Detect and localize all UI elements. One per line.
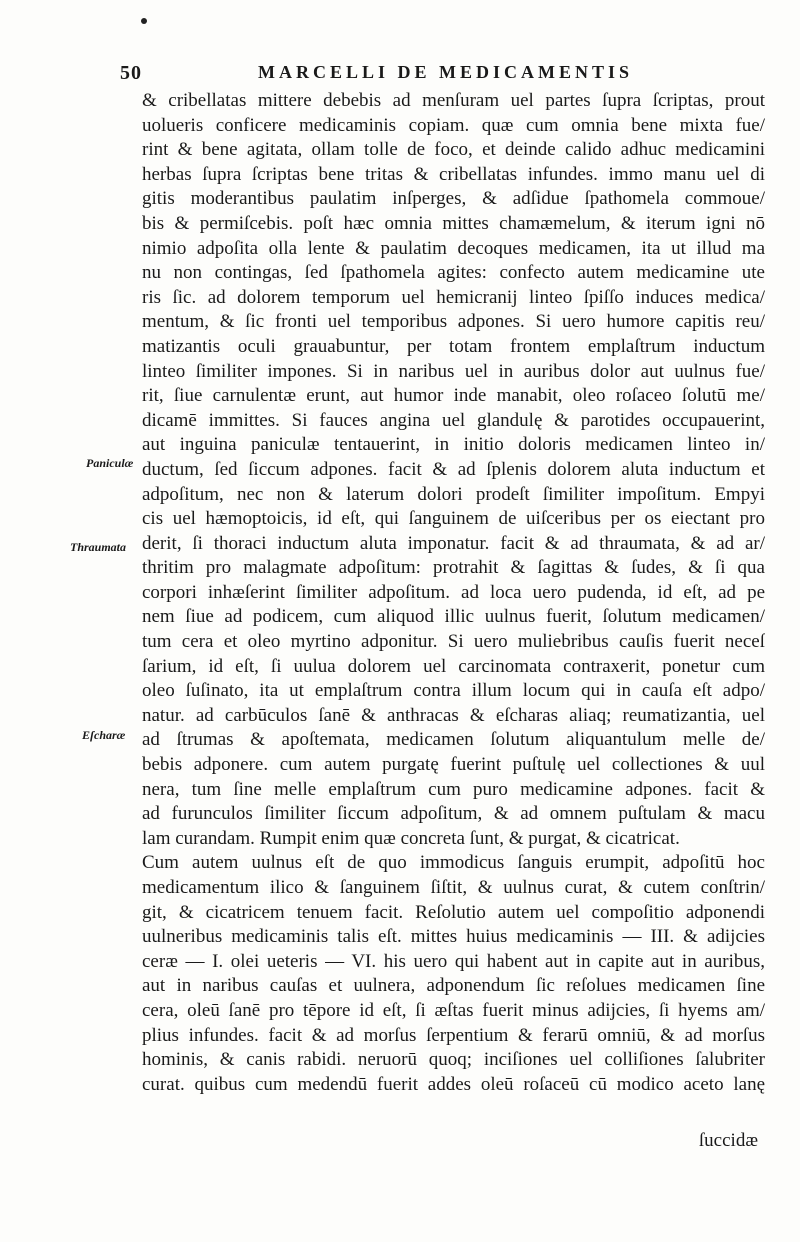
text-line: rit, ſiue carnulentæ erunt, aut humor inde manabit, oleo roſaceo ſolutū me/ [142,385,765,407]
text-line: ſarium, id eſt, ſi uulua dolorem uel carcinomata contraxerit, ponetur cum [142,655,765,677]
text-line: uulneribus medicaminis talis eſt. mittes huius medicaminis — III. & adijcies [142,926,765,948]
running-head: MARCELLI DE MEDICAMENTIS [258,62,634,82]
text-line: medicamentum ilico & ſanguinem ſiſtit, & uulnus curat, & cutem conſtrin/ [142,877,765,898]
text-line: ad furunculos ſimiliter ſiccum adpoſitum, & ad omnem puſtulam & macu [142,803,765,825]
text-line: nimio adpoſita olla lente & paulatim decoques medicamen, ita ut illud ma [142,237,765,259]
text-line: hominis, & canis rabidi. neruorū quoq; inciſiones uel colliſiones ſalubriter [142,1049,765,1071]
text-line: aut in naribus cauſas et uulnera, adponendum ſic reſolues medicamen ſine [142,975,765,997]
margin-note: Paniculæ [86,456,134,470]
text-line: uolueris conficere medicaminis copiam. quæ cum omnia bene mixta fue/ [142,114,765,136]
text-line: linteo ſimiliter impones. Si in naribus uel in auribus dolor aut uulnus fue/ [142,360,765,382]
text-line: rint & bene agitata, ollam tolle de foco, et deinde calido adhuc medicamini [142,139,765,161]
text-line: git, & cicatricem tenuem facit. Reſolutio autem uel compoſitio adponendi [142,901,765,923]
ink-dot [141,18,147,24]
text-line: adpoſitum, nec non & laterum dolori prodeſt ſimiliter impoſitum. Empyi [142,483,765,505]
text-line: mentum, & ſic fronti uel temporibus adpones. Si uero humore capitis reu/ [142,311,765,333]
text-line: curat. quibus cum medendū fuerit addes oleū roſaceū cū modico aceto lanę [142,1073,765,1095]
text-line: gitis moderantibus paulatim inſperges, & adſidue ſpathomela commoue/ [142,188,765,210]
text-line: bebis adponere. cum autem purgatę fuerint puſtulę uel collectiones & uul [142,754,765,776]
text-line: ceræ — I. olei ueteris — VI. his uero qui habent aut in capite aut in auribus, [142,950,765,972]
text-line: cis uel hæmoptoicis, id eſt, qui ſanguinem de uiſceribus per os eiectant pro [142,508,765,530]
text-line: ad ſtrumas & apoſtemata, medicamen ſolutum aliquantulum melle de/ [142,729,765,751]
text-line: corpori inhæſerint ſimiliter adpoſitum. ad loca uero pudenda, id eſt, ad pe [142,581,765,603]
text-line: lam curandam. Rumpit enim quæ concreta ſunt, & purgat, & cicatricat. [142,827,680,849]
text-line: aut inguina paniculæ tentauerint, in initio doloris medicamen linteo in/ [142,434,765,456]
text-line: herbas ſupra ſcriptas bene tritas & cribellatas infundes. immo manu uel di [142,163,765,185]
text-line: ris ſic. ad dolorem temporum uel hemicranij linteo ſpiſſo induces medica/ [142,286,765,308]
text-line: & cribellatas mittere debebis ad menſuram uel partes ſupra ſcriptas, prout [142,90,765,111]
text-line: ductum, ſed ſiccum adpones. facit & ad ſplenis dolorem aluta inductum et [142,458,765,480]
text-line: nem ſiue ad podicem, cum aliquod illic uulnus fuerit, ſolutum medicamen/ [142,606,765,628]
body-text [142,89,765,1097]
text-line: thritim pro malagmate adpoſitum: protrahit & ſagittas & ſudes, & ſi qua [142,557,765,579]
page-header [120,60,760,88]
margin-note: Eſcharæ [82,728,126,742]
text-line: matizantis oculi grauabuntur, per totam frontem emplaſtrum inductum [142,335,765,357]
text-line: dicamē immittes. Si fauces angina uel glandulę & parotides occupauerint, [142,409,765,431]
text-line: oleo ſuſinato, ita ut emplaſtrum contra illum locum qui in cauſa eſt adpo/ [142,680,765,702]
text-line: derit, ſi thoraci inductum aluta imponatur. facit & ad thraumata, & ad ar/ [142,532,765,554]
margin-note: Thraumata [70,540,127,554]
text-line: natur. ad carbūculos ſanē & anthracas & eſcharas aliaq; reumatizantia, uel [142,704,765,726]
text-line: tum cera et oleo myrtino adponitur. Si uero muliebribus cauſis fuerit neceſ [142,631,765,653]
text-line: nu non contingas, ſed ſpathomela agites: confecto autem medicamine ute [142,262,765,284]
text-line: cera, oleū ſanē pro tēpore id eſt, ſi æſtas fuerit minus adijcies, ſi hyems am/ [142,999,765,1021]
page-number: 50 [120,62,142,84]
catchword: ſuccidæ [698,1130,758,1151]
text-line: plius infundes. facit & ad morſus ſerpentium & ferarū omniū, & ad morſus [142,1024,765,1046]
text-line: Cum autem uulnus eſt de quo immodicus ſanguis erumpit, adpoſitū hoc [142,852,765,874]
text-line: bis & permiſcebis. poſt hæc omnia mittes chamæmelum, & iterum igni nō [142,212,765,234]
text-line: nera, tum ſine melle emplaſtrum cum puro medicamine adpones. facit & [142,778,765,800]
